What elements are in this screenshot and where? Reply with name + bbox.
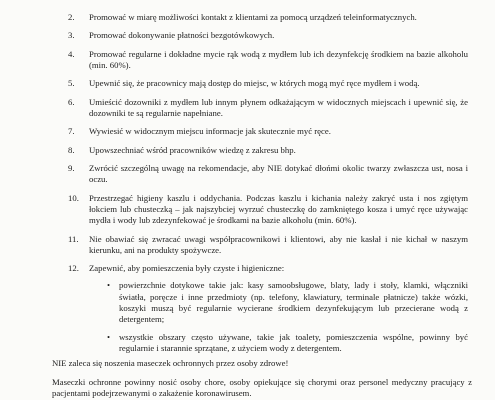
list-number: 11. <box>68 233 79 244</box>
list-number: 2. <box>68 12 75 22</box>
list-item-text: Promować dokonywanie płatności bezgotówkowych. <box>89 30 275 41</box>
list-item <box>68 12 468 23</box>
list-item <box>68 234 468 256</box>
bullet-icon: • <box>107 280 111 291</box>
list-item <box>68 263 468 354</box>
bullet-list <box>89 280 468 354</box>
list-item-text: Promować regularne i dokładne mycie rąk wodą z mydłem lub ich dezynfekcję środkiem na bazie alkoholu (min. 60%). <box>89 48 468 70</box>
list-item-text: Wywiesić w widocznym miejscu informacje jak skutecznie myć ręce. <box>89 126 331 137</box>
list-number: 8. <box>68 144 75 155</box>
list-number: 9. <box>68 163 75 174</box>
bullet-icon: • <box>107 332 111 343</box>
list-item <box>68 126 468 137</box>
list-item <box>68 78 468 89</box>
list-item <box>68 30 468 41</box>
list-item-text: Upewnić się, że pracownicy mają dostęp do miejsc, w których mogą myć ręce mydłem i wodą. <box>89 78 420 89</box>
list-number: 5. <box>68 78 75 89</box>
list-item-text: Przestrzegać higieny kaszlu i oddychania. Podczas kaszlu i kichania należy zakryć usta i nos zgiętym łokciem lub chusteczką – jak najszybciej wyrzuć chusteczkę do zamkniętego kosza i umyć ręce używając mydła i wody lub zdezynfekować je środkami na bazie alkoholu (min. 60%). <box>89 192 468 226</box>
list-item-text: Promować w miarę możliwości kontakt z klientami za pomocą urządzeń teleinformatycznych. <box>89 12 417 22</box>
list-item <box>68 163 468 185</box>
list-item <box>68 49 468 71</box>
list-item-text: Upowszechniać wśród pracowników wiedzę z zakresu bhp. <box>89 144 296 155</box>
bullet-item <box>89 332 468 354</box>
bullet-item <box>89 280 468 325</box>
list-number: 3. <box>68 30 75 41</box>
list-item-text: Zapewnić, aby pomieszczenia były czyste i higieniczne: <box>89 263 285 274</box>
list-item <box>68 145 468 156</box>
list-number: 10. <box>68 192 79 203</box>
list-number: 7. <box>68 126 75 137</box>
list-item-text: Umieścić dozowniki z mydłem lub innym płynem odkażającym w widocznych miejscach i upewnić się, że dozowniki te są regularnie napełniane. <box>89 96 468 118</box>
bullet-text: powierzchnie dotykowe takie jak: kasy samoobsługowe, blaty, lady i stoły, klamki, włączniki światła, poręcze i inne przedmioty (np. telefony, klawiatury, terminale płatnicze) także wózki, koszyki muszą być regularnie wycierane środkiem dezynfekującym lub przecierane wodą z detergentem; <box>119 280 468 324</box>
list-item-text: Zwrócić szczególną uwagę na rekomendacje, aby NIE dotykać dłońmi okolic twarzy zwłaszcza ust, nosa i oczu. <box>89 163 468 185</box>
mask-notice-heading: NIE zaleca się noszenia maseczek ochronnych przez osoby zdrowe! <box>52 358 289 368</box>
recommendations-list <box>68 12 468 362</box>
list-number: 4. <box>68 48 75 59</box>
list-number: 6. <box>68 96 75 107</box>
mask-notice-paragraph: Maseczki ochronne powinny nosić osoby chore, osoby opiekujące się chorymi oraz personel medyczny pracujący z pacjentami podejrzewanymi o zakażenie koronawirusem. <box>52 377 472 399</box>
list-number: 12. <box>68 263 79 274</box>
bullet-text: wszystkie obszary często używane, takie jak toalety, pomieszczenia wspólne, powinny być regularnie i starannie sprzątane, z użyciem wody z detergentem. <box>119 332 468 354</box>
list-item <box>68 97 468 119</box>
list-item-text: Nie obawiać się zwracać uwagi współpracownikowi i klientowi, aby nie kasłał i nie kichał w naszym kierunku, ani na produkty spożywcze. <box>89 233 468 255</box>
list-item <box>68 193 468 227</box>
